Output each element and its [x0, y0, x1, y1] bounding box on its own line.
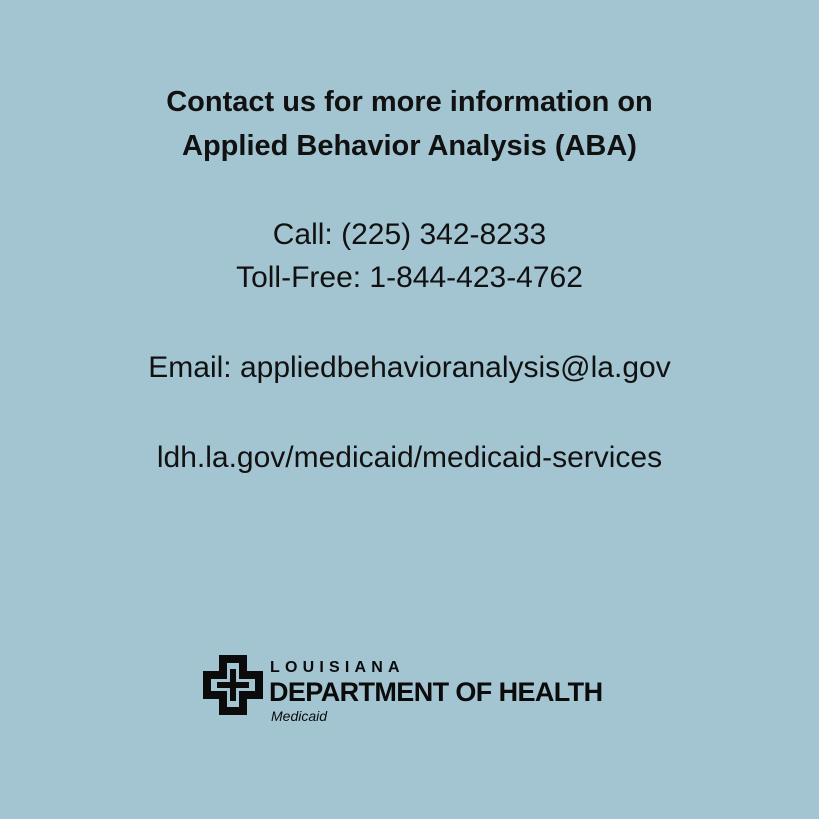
toll-free-number: Toll-Free: 1-844-423-4762	[236, 261, 583, 294]
logo-state-name: LOUISIANA	[270, 659, 405, 676]
ldh-logo	[203, 655, 623, 727]
heading-line-2: Applied Behavior Analysis (ABA)	[182, 130, 637, 162]
email-address: Email: appliedbehavioranalysis@la.gov	[148, 351, 671, 384]
heading-line-1: Contact us for more information on	[166, 86, 653, 118]
heading	[0, 80, 819, 168]
website-url: ldh.la.gov/medicaid/medicaid-services	[156, 441, 663, 474]
phone-number: Call: (225) 342-8233	[272, 218, 547, 251]
logo-department-name: DEPARTMENT OF HEALTH	[269, 677, 603, 707]
logo-program-name: Medicaid	[271, 708, 328, 724]
medical-cross-icon	[203, 655, 263, 715]
